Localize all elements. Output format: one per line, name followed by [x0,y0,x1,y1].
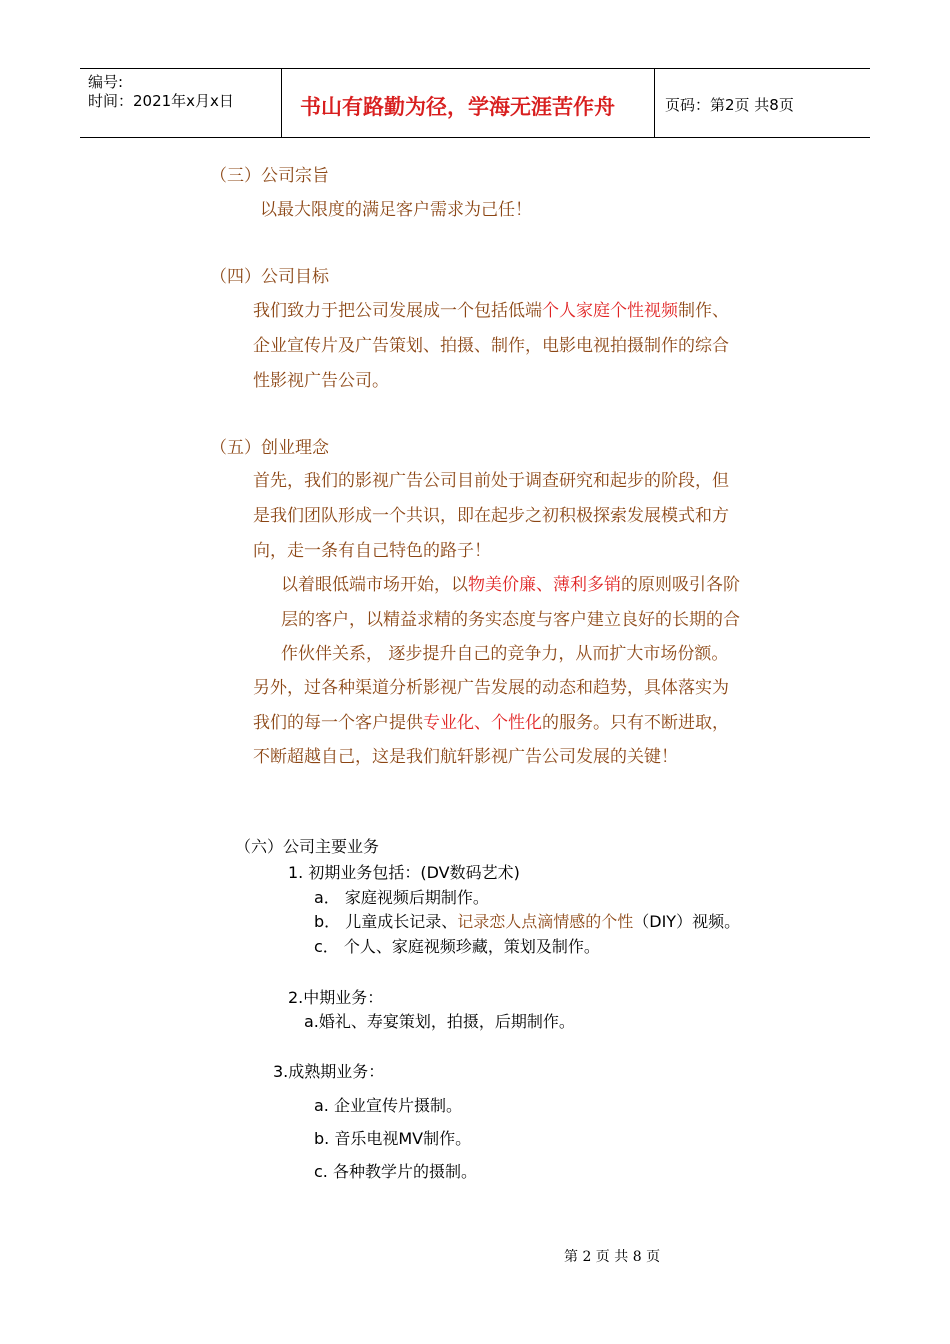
section-5-p2-line-3: 作伙伴关系， 逐步提升自己的竞争力，从而扩大市场份额。 [281,644,729,664]
item-3-a: a. 企业宣传片摄制。 [314,1096,462,1115]
section-5-p2-text-a: 以着眼低端市场开始，以 [281,575,468,595]
section-5-p1-line-2: 是我们团队形成一个共识，即在起步之初积极探索发展模式和方 [253,506,729,526]
section-5-p3-line-2 [253,708,729,733]
section-5-p3-line-1: 另外，过各种渠道分析影视广告发展的动态和趋势，具体落实为 [253,678,729,698]
section-5-p2-line-1 [281,570,740,595]
footer-page-number: 第 2 页 共 8 页 [564,1249,661,1265]
section-4-title: （四）公司目标 [210,267,329,287]
section-4-line-1 [253,296,729,321]
section-5-p1-line-1: 首先，我们的影视广告公司目前处于调查研究和起步的阶段，但 [253,471,729,491]
item-3-heading: 3.成熟期业务： [273,1062,385,1081]
item-1-c: c． 个人、家庭视频珍藏，策划及制作。 [314,937,600,956]
section-6-title: （六）公司主要业务 [235,837,380,856]
section-5-p1-line-3: 向，走一条有自己特色的路子！ [253,541,491,561]
highlight-separator: 、 [536,575,553,595]
section-4-line-2: 企业宣传片及广告策划、拍摄、制作，电影电视拍摄制作的综合 [253,336,729,356]
section-3-title: （三）公司宗旨 [210,166,329,186]
highlight-small-profit: 薄利多销 [553,575,621,595]
header-divider [654,69,655,137]
section-3-text: 以最大限度的满足客户需求为己任！ [260,200,532,220]
section-4-line-1-a: 我们致力于把公司发展成一个包括低端 [253,301,542,321]
item-2-heading: 2.中期业务： [288,988,384,1007]
item-1-a: a． 家庭视频后期制作。 [314,888,489,907]
section-5-p3-text-b: 的服务。只有不断进取， [542,713,729,733]
section-4-line-1-b: 制作、 [678,301,729,321]
section-5-title: （五）创业理念 [210,438,329,458]
section-5-p2-line-2: 层的客户，以精益求精的务实态度与客户建立良好的长期的合 [281,610,740,630]
section-4-line-3: 性影视广告公司。 [253,371,389,391]
item-3-b: b. 音乐电视MV制作。 [314,1129,472,1148]
item-1-b-suffix: （DIY）视频。 [633,912,741,931]
header-divider [281,69,282,137]
header-page-info: 页码：第2页 共8页 [665,96,794,114]
header-table [80,68,870,138]
highlight-personal-video: 个人家庭个性视频 [542,301,678,321]
header-number-label: 编号: [88,73,124,91]
highlight-good-value: 物美价廉 [468,575,536,595]
item-3-c: c. 各种教学片的摄制。 [314,1162,477,1181]
item-2-a: a.婚礼、寿宴策划，拍摄，后期制作。 [304,1012,575,1031]
item-1-b-prefix: b． 儿童成长记录、 [314,912,458,931]
header-time-label: 时间：2021年x月x日 [88,92,234,110]
item-1-b [314,909,740,932]
header-motto: 书山有路勤为径，学海无涯苦作舟 [300,95,615,119]
section-5-p3-line-3: 不断超越自己，这是我们航轩影视广告公司发展的关键！ [253,747,678,767]
item-1-heading: 1. 初期业务包括：(DV数码艺术) [288,863,520,882]
section-5-p2-text-b: 的原则吸引各阶 [621,575,740,595]
item-1-b-highlight: 记录恋人点滴情感的个性 [457,912,634,931]
section-5-p3-text-a: 我们的每一个客户提供 [253,713,423,733]
highlight-professional: 专业化、个性化 [423,713,542,733]
